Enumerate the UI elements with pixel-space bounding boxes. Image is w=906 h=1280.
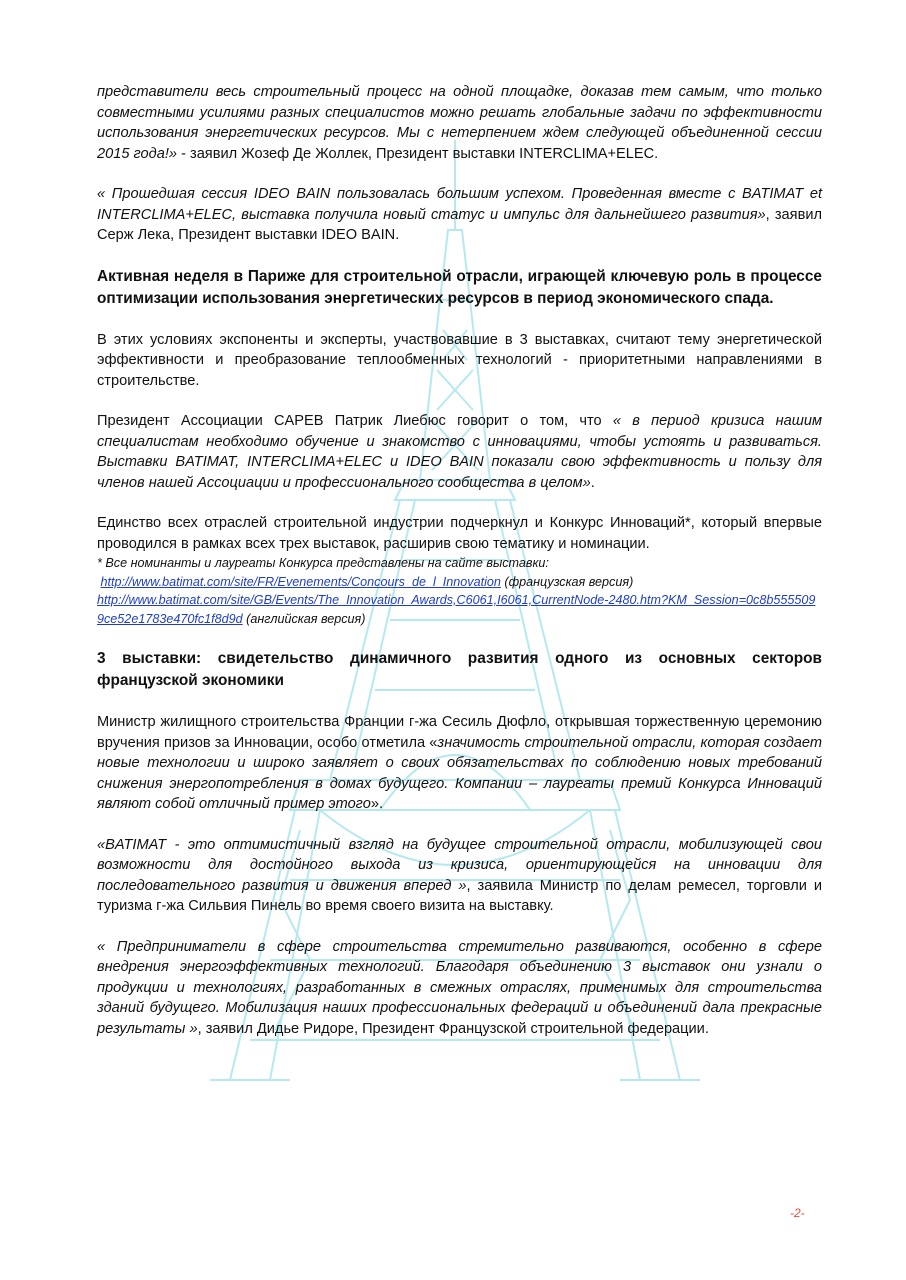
- paragraph-exhibitors: В этих условиях экспоненты и эксперты, участвовавшие в 3 выставках, считают тему энергетической эффективности и преобразование теплообменных технологий - приоритетными направлениями в строительстве.: [97, 331, 822, 389]
- link-french-version[interactable]: http://www.batimat.com/site/FR/Evenements/Concours_de_l_Innovation: [100, 574, 501, 589]
- paragraph-leka-quote: « Прошедшая сессия IDEO BAIN пользовалась большим успехом. Проведенная вместе с BATIMAT et INTERCLIMA+ELEC, выставка получила новый статус и импульс для дальнейшего развития», заявил Серж Лека, Президент выставки IDEO BAIN.: [97, 186, 822, 243]
- footnote-link-english-row: http://www.batimat.com/site/GB/Events/The_Innovation_Awards,C6061,I6061,CurrentNode-2480.htm?KM_Session=0c8b5555099ce52e1783e470fc1f8d9d (английская версия): [97, 593, 816, 626]
- section-heading-three-exhibitions: 3 выставки: свидетельство динамичного развития одного из основных секторов французской экономики: [97, 650, 822, 689]
- footnote-nominees: [97, 554, 822, 628]
- paragraph-joulec-quote: представители весь строительный процесс на одной площадке, доказав тем самым, что только совместными усилиями разных специалистов можно решать глобальные задачи по эффективности использования энергетических ресурсов. Мы с нетерпением ждем следующей объединенной сессии 2015 года!» - заявил Жозеф Де Жоллек, Президент выставки INTERCLIMA+ELEC.: [97, 84, 822, 162]
- page-number: -2-: [790, 1206, 805, 1220]
- footnote-intro: * Все номинанты и лауреаты Конкурса представлены на сайте выставки:: [97, 556, 549, 570]
- paragraph-pinel-quote: «BATIMAT - это оптимистичный взгляд на будущее строительной отрасли, мобилизующей свои возможности для достойного выхода из кризиса, ориентирующейся на инновации для последовательного развития и движения вперед », заявила Министр по делам ремесел, торговли и туризма г-жа Сильвия Пинель во время своего визита на выставку.: [97, 836, 822, 914]
- paragraph-capeb-quote: Президент Ассоциации CAPEB Патрик Лиебюс говорит о том, что « в период кризиса нашим специалистам необходимо обучение и знакомство с инновациями, чтобы устоять и развиваться. Выставки BATIMAT, INTERCLIMA+ELEC и IDEO BAIN показали свою эффективность и пользу для членов нашей Ассоциации и профессионального сообщества в целом».: [97, 413, 822, 491]
- footnote-link-french-row: http://www.batimat.com/site/FR/Evenements/Concours_de_l_Innovation (французская версия): [100, 574, 634, 589]
- paragraph-duflot-quote: Министр жилищного строительства Франции г-жа Сесиль Дюфло, открывшая торжественную церемонию вручения призов за Инновации, особо отметила «значимость строительной отрасли, которая создает новые технологии и широко заявляет о своих обязательствах по соблюдению новых требований снижения энергопотребления в домах будущего. Компании – лауреаты премий Конкурса Инноваций являют собой отличный пример этого».: [97, 714, 822, 812]
- section-heading-paris-week: Активная неделя в Париже для строительной отрасли, играющей ключевую роль в процессе оптимизации использования энергетических ресурсов в период экономического спада.: [97, 267, 822, 307]
- paragraph-ridoret-quote: « Предприниматели в сфере строительства стремительно развиваются, особенно в сфере внедрения энергоэффективных технологий. Благодаря объединению 3 выставок они узнали о продукции и технологиях, разработанных в смежных отраслях, применимых для строительства зданий будущего. Мобилизация наших профессиональных федераций и объединений дала прекрасные результаты », заявил Дидье Ридоре, Президент Французской строительной федерации.: [97, 938, 822, 1037]
- paragraph-innovation-contest: Единство всех отраслей строительной индустрии подчеркнул и Конкурс Инноваций*, который впервые проводился в рамках всех трех выставок, расширив свою тематику и номинации.: [97, 515, 822, 552]
- link-english-version[interactable]: http://www.batimat.com/site/GB/Events/The_Innovation_Awards,C6061,I6061,CurrentNode-2480.htm?KM_Session=0c8b5555099ce52e1783e470fc1f8d9d: [97, 593, 816, 626]
- document-body: [97, 82, 822, 1039]
